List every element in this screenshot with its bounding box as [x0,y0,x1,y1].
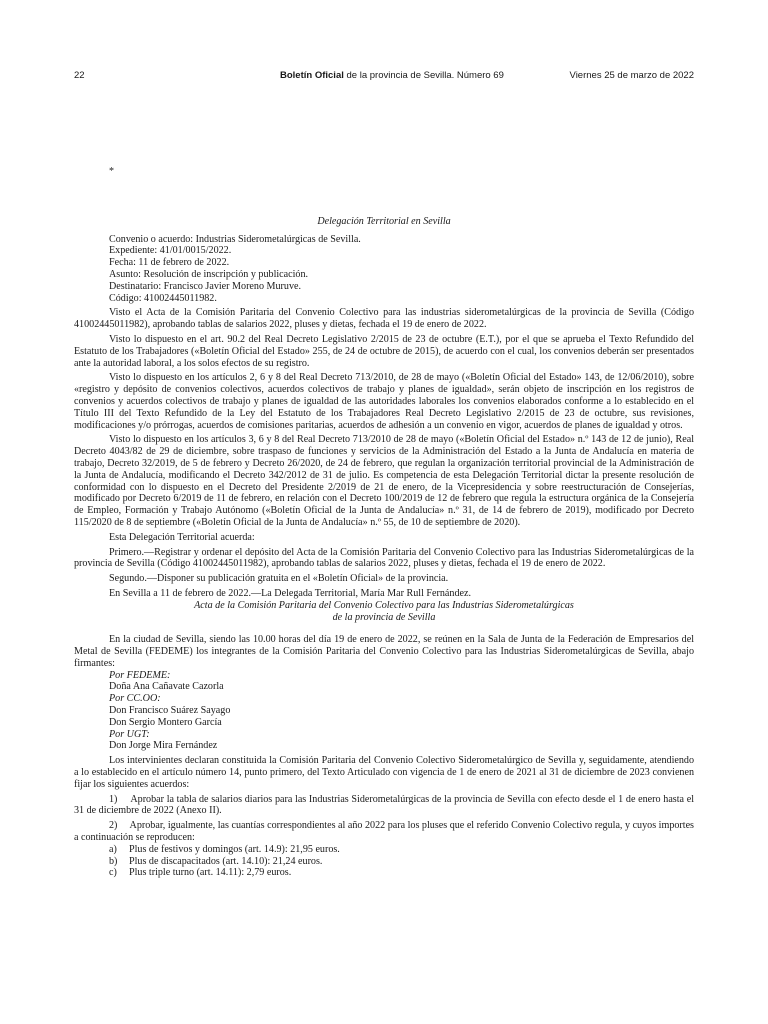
attendee-group-label: Por FEDEME: [109,669,171,681]
plus-item-label: a) [109,843,117,855]
paragraph: Visto lo dispuesto en el art. 90.2 del Real Decreto Legislativo 2/2015 de 23 de octubre (E.T.), por el que se aprueba el Texto Refundido del Estatuto de los Trabajadores («Boletín Oficial del Estado» 255, de 24 de octubre de 2015), de acuerdo con el cual, los convenios deberán ser presentados ante la autoridad laboral, a los solos efectos de su registro. [74,333,694,369]
acta-agreement-1: 1) Aprobar la tabla de salarios diarios para las Industrias Siderometalúrgicas de la provincia de Sevilla con efecto desde el 1 de enero hasta el 31 de diciembre de 2022 (Anexo II). [74,793,697,817]
paragraph: Visto el Acta de la Comisión Paritaria del Convenio Colectivo para las industrias siderometalúrgicas de la provincia de Sevilla (Código 41002445011982), aprobando tablas de salarios 2022, pluses y dietas, fechada el 19 de enero de 2022. [74,307,694,331]
plus-item-label: b) [109,855,118,867]
attendee-name: Don Francisco Suárez Sayago [109,705,231,717]
plus-item [74,844,694,856]
issue-date: Viernes 25 de marzo de 2022 [569,70,694,81]
acta-paragraph: Los intervinientes declaran constituida la Comisión Paritaria del Convenio Colectivo Siderometalúrgico de Sevilla y, seguidamente, atendiendo a lo establecido en el artículo número 14, punto primero, del Texto Articulado con vigencia de 1 de enero de 2021 al 31 de diciembre de 2023 convienen fijar los siguientes acuerdos: [74,755,694,790]
acta-title-line-1: Acta de la Comisión Paritaria del Convenio Colectivo para las Industrias Siderometalúrgicas [194,599,574,611]
paragraph: Visto lo dispuesto en los artículos 2, 6 y 8 del Real Decreto 713/2010, de 28 de mayo («Boletín Oficial del Estado» 143, de 12/06/2010), sobre «registro y depósito de convenios colectivos, acuerdos colectivos de trabajo y planes de igualdad», serán objeto de inscripción en los registros de convenios y acuerdos colectivos de trabajo y planes de igualdad de las autoridades laborales los convenios elaborados conforme a lo establecido en el Título III del Texto Refundido de la Ley del Estatuto de los Trabajadores Real Decreto Legislativo 2/2015 de 23 de octubre, sus revisiones, modificaciones y/o prórrogas, acuerdos de comisiones paritarias, acuerdos de adhesión a un convenio en vigor, acuerdos de planes de igualdad y otros. [74,372,694,431]
plus-item-text: Plus de festivos y domingos (art. 14.9): 21,95 euros. [129,843,340,855]
plus-item [74,867,694,879]
attendee-name: Don Jorge Mira Fernández [109,740,218,752]
plus-item-text: Plus de discapacitados (art. 14.10): 21,24 euros. [129,855,323,867]
attendee-name: Doña Ana Cañavate Cazorla [109,681,224,693]
attendee-name: Don Sergio Montero García [109,716,222,728]
acta-title-line-2: de la provincia de Sevilla [332,611,436,623]
detail-line: Código: 41002445011982. [109,292,217,304]
attendee-group-label: Por UGT: [109,728,150,740]
detail-line: Fecha: 11 de febrero de 2022. [109,257,230,269]
detail-line: Expediente: 41/01/0015/2022. [109,245,232,257]
detail-line: Convenio o acuerdo: Industrias Siderometalúrgicas de Sevilla. [109,233,361,245]
acta-intro: En la ciudad de Sevilla, siendo las 10.00 horas del día 19 de enero de 2022, se reúnen en la Sala de Junta de la Federación de Empresarios del Metal de Sevilla (FEDEME) los integrantes de la Comisión Paritaria del Convenio Colectivo para las Industrias Siderometalúrgicas de Sevilla, abajo firmantes: [74,634,694,669]
bulletin-title-bold: Boletín Oficial [280,70,344,81]
plus-item-label: c) [109,867,117,879]
detail-line: Asunto: Resolución de inscripción y publicación. [109,268,309,280]
page-header [74,69,694,83]
plus-item [74,856,694,868]
plus-item-text: Plus triple turno (art. 14.11): 2,79 euros. [129,867,292,879]
paragraph: Esta Delegación Territorial acuerda: [109,531,255,543]
paragraph: Visto lo dispuesto en los artículos 3, 6 y 8 del Real Decreto 713/2010 de 28 de mayo («Boletín Oficial del Estado» n.º 143 de 12 de junio), Real Decreto 4043/82 de 29 de diciembre, sobre traspaso de funciones y servicios de la Administración del Estado a la Junta de Andalucía en materia de trabajo, Decreto 32/2019, de 5 de febrero y Decreto 26/2020, de 24 de febrero, que regulan la organización territorial provincial de la Administración de la Junta de Andalucía, modificando el Decreto 342/2012 de 31 de julio. Es competencia de esta Delegación Territorial dictar la presente resolución de conformidad con lo dispuesto en el Decreto del Presidente 2/2019 de 21 de enero, de la Vicepresidencia y sobre reestructuración de Consejerías, modificado por Decreto 6/2019 de 11 de febrero, en relación con el Decreto 100/2019 de 12 de febrero que regula la estructura orgánica de la Consejería de Empleo, Formación y Trabajo Autónomo («Boletín Oficial de la Junta de Andalucía» n.º 31, de 14 de febrero de 2019), modificado por Decreto 115/2020 de 8 de septiembre («Boletín Oficial de la Junta de Andalucía» n.º 55, de 10 de septiembre de 2020). [74,434,694,528]
detail-line: Destinatario: Francisco Javier Moreno Muruve. [109,280,302,292]
bulletin-title-rest: de la provincia de Sevilla. Número 69 [343,70,504,81]
page-number: 22 [74,70,85,81]
acta-agreement-2: 2) Aprobar, igualmente, las cuantías correspondientes al año 2022 para los pluses que el referido Convenio Colectivo regula, y cuyos importes a continuación se reproducen: [74,820,697,844]
bulletin-title [280,69,504,83]
attendee-group-label: Por CC.OO: [109,693,161,705]
section-title: Delegación Territorial en Sevilla [317,215,451,227]
paragraph: Primero.—Registrar y ordenar el depósito del Acta de la Comisión Paritaria del Convenio Colectivo para las Industrias Siderometalúrgicas de la provincia de Sevilla (Código 41002445011982), aprobando tablas de salarios 2022, pluses y dietas, fechada el 19 de enero de 2022. [74,546,694,570]
document-body [74,166,697,879]
paragraph: En Sevilla a 11 de febrero de 2022.—La Delegada Territorial, María Mar Rull Fernández. [109,587,471,599]
paragraph: Segundo.—Disponer su publicación gratuita en el «Boletín Oficial» de la provincia. [109,573,449,585]
section-separator: * [109,166,115,177]
